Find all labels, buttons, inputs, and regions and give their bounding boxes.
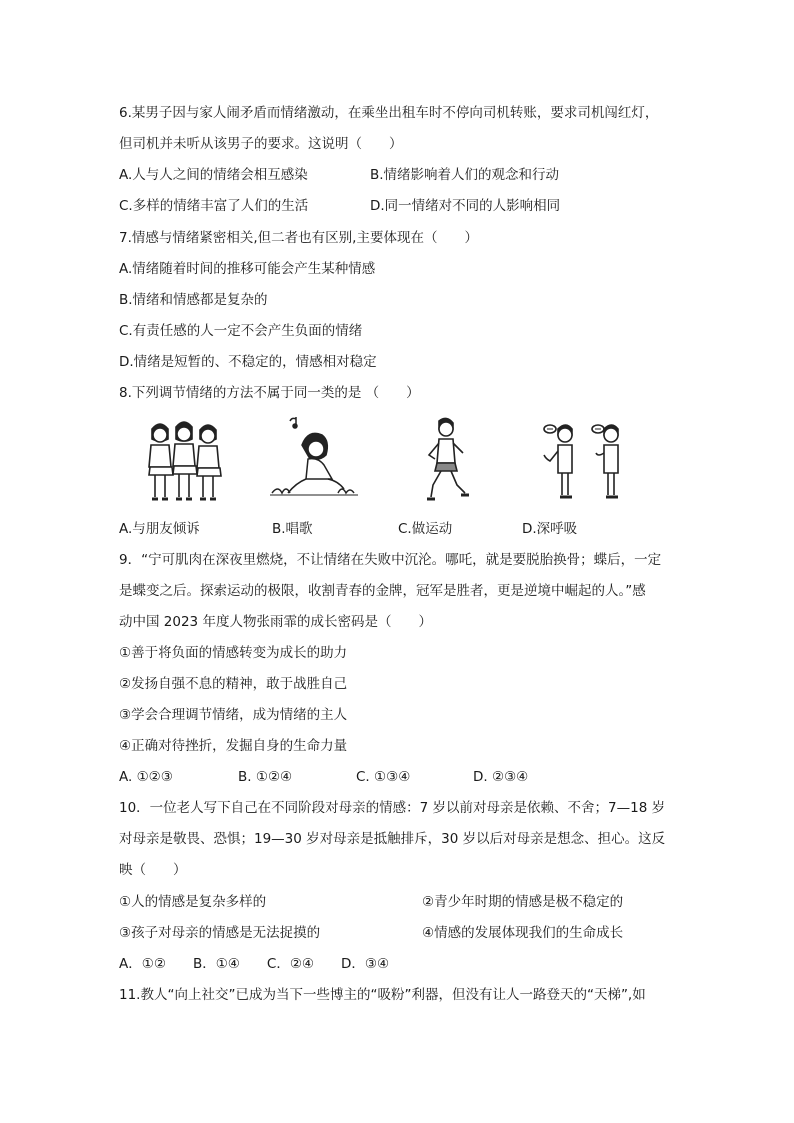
q8-stem: 8.下列调节情绪的方法不属于同一类的是 （ ） [119, 385, 420, 401]
q9-option-a: A. ①②③ [119, 769, 173, 785]
singing-girl-icon [268, 415, 360, 499]
q10-statement-3: ③孩子对母亲的情感是无法捉摸的 [119, 925, 321, 941]
q9-stem-line2: 是蝶变之后。探索运动的极限，收割青春的金牌，冠军是胜者，更是逆境中崛起的人。”感 [119, 583, 646, 599]
q9-stem-line3: 动中国 2023 年度人物张雨霏的成长密码是（ ） [119, 614, 432, 630]
q7-option-d: D.情绪是短暂的、不稳定的，情感相对稳定 [119, 354, 377, 370]
q11-stem-line1: 11.教人“向上社交”已成为当下一些博主的“吸粉”利器，但没有让人一路登天的“天梯”,如 [119, 987, 646, 1003]
friends-talking-icon [140, 415, 230, 503]
q6-stem-line1: 6.某男子因与家人闹矛盾而情绪激动，在乘坐出租车时不停向司机转账，要求司机闯红灯， [119, 105, 659, 121]
q7-option-a: A.情绪随着时间的推移可能会产生某种情感 [119, 261, 376, 277]
q9-stem-line1: 9．“宁可肌肉在深夜里燃烧，不让情绪在失败中沉沦。哪吒，就是要脱胎换骨；蝶后，一定 [119, 552, 662, 568]
q6-option-c: C.多样的情绪丰富了人们的生活 [119, 198, 309, 214]
q9-statement-2: ②发扬自强不息的精神，敢于战胜自己 [119, 676, 348, 692]
q8-option-c: C.做运动 [398, 521, 453, 537]
q9-statement-1: ①善于将负面的情感转变为成长的助力 [119, 645, 348, 661]
q10-stem-line2: 对母亲是敬畏、恐惧；19—30 岁对母亲是抵触排斥，30 岁以后对母亲是想念、担心。这反 [119, 831, 666, 847]
q8-option-a: A.与朋友倾诉 [119, 521, 200, 537]
q7-stem: 7.情感与情绪紧密相关,但二者也有区别,主要体现在（ ） [119, 230, 478, 246]
q10-statement-4: ④情感的发展体现我们的生命成长 [422, 925, 624, 941]
q10-stem-line1: 10．一位老人写下自己在不同阶段对母亲的情感：7 岁以前对母亲是依赖、不舍；7—18 岁 [119, 800, 666, 816]
q8-option-d: D.深呼吸 [522, 521, 578, 537]
q9-option-d: D. ②③④ [473, 769, 529, 785]
running-boy-icon [423, 415, 473, 503]
q7-option-b: B.情绪和情感都是复杂的 [119, 292, 268, 308]
deep-breathing-icon [540, 415, 630, 503]
q7-option-c: C.有责任感的人一定不会产生负面的情绪 [119, 323, 363, 339]
q9-option-c: C. ①③④ [356, 769, 411, 785]
q10-statement-1: ①人的情感是复杂多样的 [119, 894, 267, 910]
q10-options: A．①② B．①④ C．②④ D．③④ [119, 956, 390, 972]
q9-option-b: B. ①②④ [238, 769, 293, 785]
q8-option-b: B.唱歌 [272, 521, 313, 537]
q6-stem-line2: 但司机并未听从该男子的要求。这说明（ ） [119, 136, 403, 152]
q6-option-d: D.同一情绪对不同的人影响相同 [370, 198, 561, 214]
q9-statement-3: ③学会合理调节情绪，成为情绪的主人 [119, 707, 348, 723]
q10-stem-line3: 映（ ） [119, 862, 187, 878]
q6-option-b: B.情绪影响着人们的观念和行动 [370, 167, 560, 183]
q9-statement-4: ④正确对待挫折，发掘自身的生命力量 [119, 738, 348, 754]
q6-option-a: A.人与人之间的情绪会相互感染 [119, 167, 308, 183]
q10-statement-2: ②青少年时期的情感是极不稳定的 [422, 894, 624, 910]
